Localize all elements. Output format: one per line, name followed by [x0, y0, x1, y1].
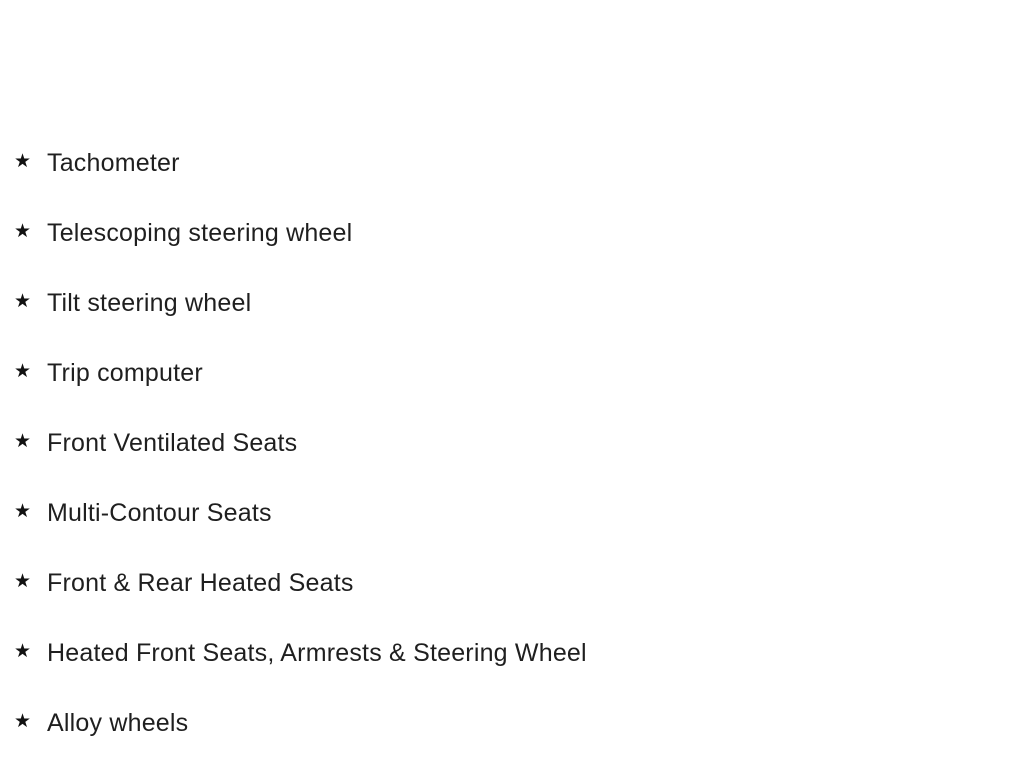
star-icon: ★ [14, 291, 32, 312]
feature-item-label: Alloy wheels [47, 709, 189, 737]
feature-item-label: Multi-Contour Seats [47, 499, 272, 527]
list-item [12, 428, 1004, 458]
list-item [12, 498, 1004, 528]
star-icon: ★ [14, 361, 32, 382]
feature-item-label: Front & Rear Heated Seats [47, 569, 354, 597]
list-item [12, 638, 1004, 668]
list-item [12, 708, 1004, 738]
feature-item-label: Tilt steering wheel [47, 289, 252, 317]
star-icon: ★ [14, 571, 32, 592]
feature-item-label: Tachometer [47, 149, 180, 177]
feature-item-label: Telescoping steering wheel [47, 219, 353, 247]
list-item [12, 148, 1004, 178]
feature-item-label: Heated Front Seats, Armrests & Steering Wheel [47, 639, 587, 667]
star-icon: ★ [14, 151, 32, 172]
star-icon: ★ [14, 431, 32, 452]
star-icon: ★ [14, 221, 32, 242]
feature-item-label: Front Ventilated Seats [47, 429, 298, 457]
star-icon: ★ [14, 641, 32, 662]
list-item [12, 218, 1004, 248]
feature-list [12, 148, 1004, 738]
star-icon: ★ [14, 711, 32, 732]
list-item [12, 568, 1004, 598]
list-item [12, 358, 1004, 388]
list-item [12, 288, 1004, 318]
feature-item-label: Trip computer [47, 359, 203, 387]
star-icon: ★ [14, 501, 32, 522]
